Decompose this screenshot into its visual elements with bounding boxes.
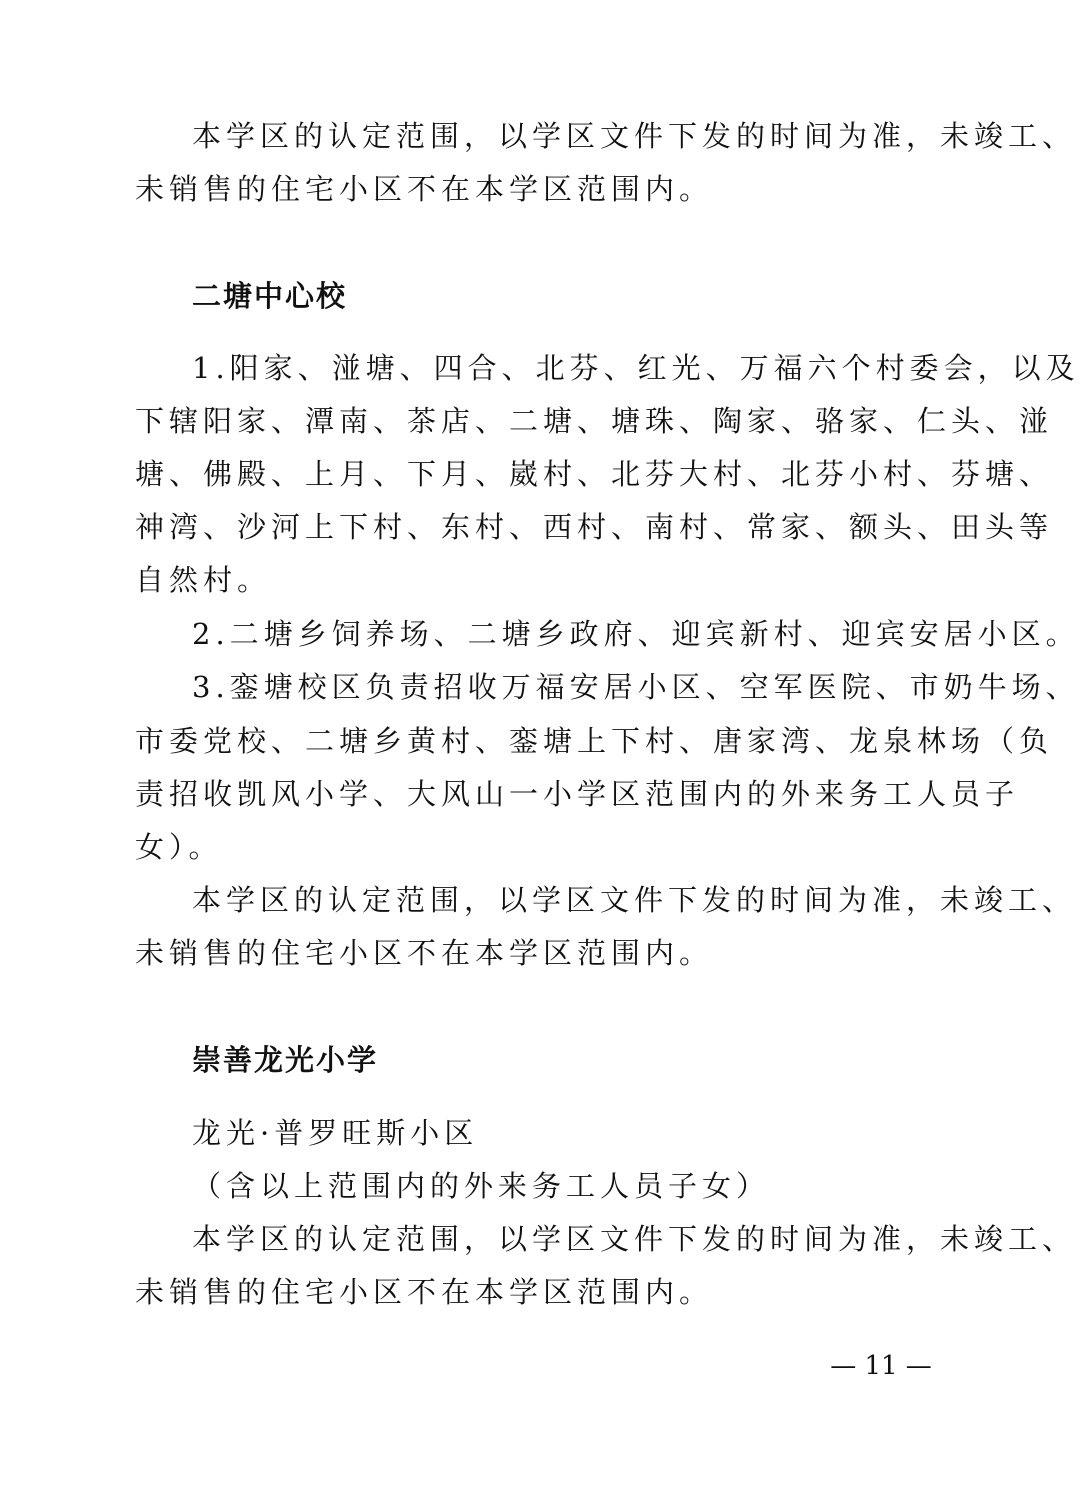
ertang-item1-line-4: 神湾、沙河上下村、东村、西村、南村、常家、额头、田头等 <box>135 510 1054 544</box>
chongshan-note-line-2: 未销售的住宅小区不在本学区范围内。 <box>135 1275 714 1309</box>
page-number: — 11 — <box>830 1351 932 1381</box>
chongshan-item1: 龙光·普罗旺斯小区 <box>192 1116 479 1150</box>
chongshan-item2: （含以上范围内的外来务工人员子女） <box>192 1169 771 1203</box>
chongshan-note-line-1: 本学区的认定范围，以学区文件下发的时间为准，未竣工、 <box>192 1222 1077 1256</box>
ertang-note-line-1: 本学区的认定范围，以学区文件下发的时间为准，未竣工、 <box>192 883 1077 917</box>
ertang-item3-line-1: 3.銮塘校区负责招收万福安居小区、空军医院、市奶牛场、 <box>192 670 1080 704</box>
ertang-item3-line-2: 市委党校、二塘乡黄村、銮塘上下村、唐家湾、龙泉林场（负 <box>135 724 1054 758</box>
ertang-note-line-2: 未销售的住宅小区不在本学区范围内。 <box>135 936 714 970</box>
ertang-item1-line-5: 自然村。 <box>135 563 272 597</box>
ertang-item2: 2.二塘乡饲养场、二塘乡政府、迎宾新村、迎宾安居小区。 <box>192 617 1080 651</box>
section-heading-ertang: 二塘中心校 <box>192 279 348 313</box>
ertang-item1-line-1: 1.阳家、湴塘、四合、北芬、红光、万福六个村委会，以及 <box>192 351 1080 385</box>
ertang-item3-line-4: 女）。 <box>135 830 223 864</box>
top-note-line-2: 未销售的住宅小区不在本学区范围内。 <box>135 172 714 206</box>
top-note-line-1: 本学区的认定范围，以学区文件下发的时间为准，未竣工、 <box>192 119 1077 153</box>
ertang-item3-line-3: 责招收凯风小学、大风山一小学区范围内的外来务工人员子 <box>135 777 1020 811</box>
ertang-item1-line-2: 下辖阳家、潭南、茶店、二塘、塘珠、陶家、骆家、仁头、湴 <box>135 404 1054 438</box>
section-heading-chongshan: 崇善龙光小学 <box>192 1043 379 1077</box>
ertang-item1-line-3: 塘、佛殿、上月、下月、崴村、北芬大村、北芬小村、芬塘、 <box>135 457 1054 491</box>
